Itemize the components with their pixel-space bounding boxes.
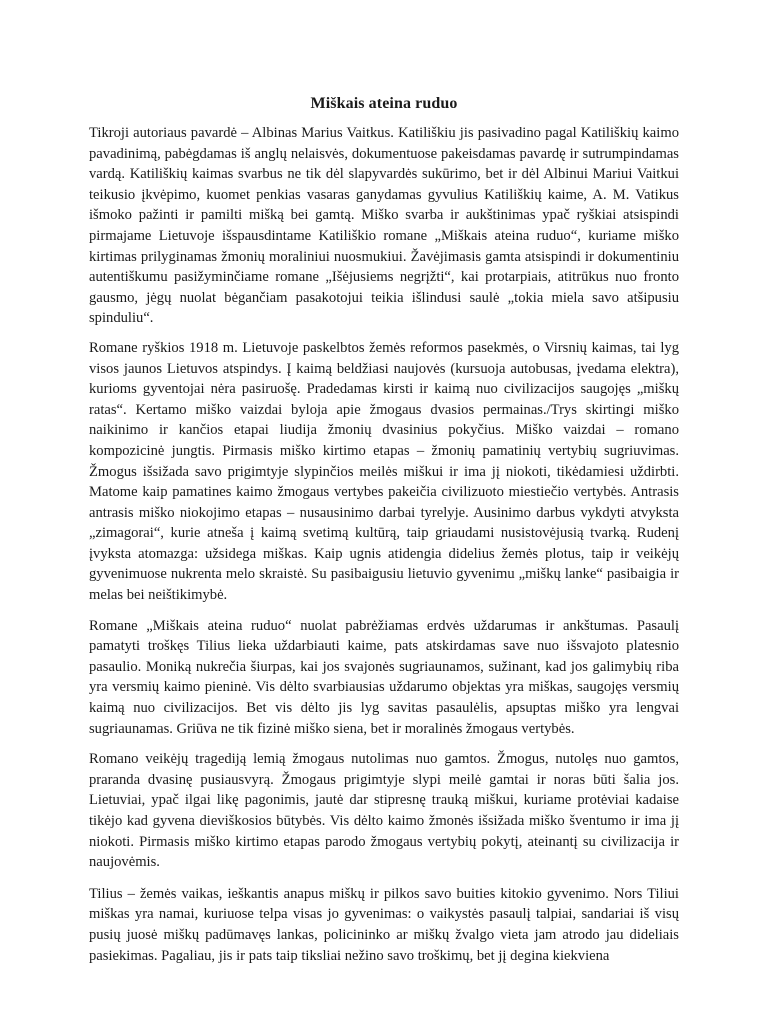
paragraph-4: Romano veikėjų tragediją lemią žmogaus nutolimas nuo gamtos. Žmogus, nutolęs nuo gamtos, praranda dvasinę pusiausvyrą. Žmogaus prigimtyje slypi meilė gamtai ir noras būti šalia jos. Lietuviai, ypač ilgai likę pagonimis, jautė dar stipresnę trauką miškui, kuriame protėviai kadaise tikėjo kad gyvena dieviškosios būtybės. Vis dėlto kaimo žmonės išsižada miško šventumo ir ima jį niokoti. Pirmasis miško kirtimo etapas parodo žmogaus vertybių pokytį, ateinantį su civilizacija ir naujovėmis. [89, 751, 679, 871]
paragraph-1: Tikroji autoriaus pavardė – Albinas Marius Vaitkus. Katiliškiu jis pasivadino pagal Katiliškių kaimo pavadinimą, pabėgdamas iš anglų nelaisvės, dokumentuose pakeisdamas pavardę ir sutrumpindamas vardą. Katiliškių kaimas svarbus ne tik dėl slapyvardės sukūrimo, bet ir dėl Albinui Mariui Vaitkui teikusio įkvėpimo, kuomet penkias vasaras ganydamas gyvulius Katiliškių kaime, A. M. Vatikus išmoko pažinti ir pamilti mišką bei gamtą. Miško svarba ir aukštinimas ypač ryškiai atsispindi pirmajame Lietuvoje išspausdintame Katiliškio romane „Miškais ateina ruduo“, kuriame miško kirtimas prilyginamas žmonių moraliniui nuosmukiui. Žavėjimasis gamta atsispindi ir dokumentiniu autentiškumu pasižyminčiame romane „Išėjusiems negrįžti“, kai protarpiais, atitrūkus nuo fronto gausmo, jėgų nuolat bėgančiam pasakotojui teikia išlindusi saulė „tokia miela savo atšipusiu spinduliu“. [89, 125, 679, 327]
paragraph-3: Romane „Miškais ateina ruduo“ nuolat pabrėžiamas erdvės uždarumas ir ankštumas. Pasaulį pamatyti troškęs Tilius lieka uždarbiauti kaime, pats atskirdamas save nuo išsvajoto platesnio pasaulio. Moniką nukrečia šiurpas, kai jos svajonės sugriaunamos, sužinant, kad jos galimybių riba yra versmių kaimo pieninė. Vis dėlto svarbiausias uždarumo objektas yra miškas, saugojęs versmių kaimą nuo civilizacijos. Bet vis dėlto jis lyg savitas pasaulėlis, apsuptas miško yra lengvai sugriaunamas. Griūva ne tik fizinė miško siena, bet ir moralinės žmogaus vertybės. [89, 617, 679, 737]
paragraph-5: Tilius – žemės vaikas, ieškantis anapus miškų ir pilkos savo buities kitokio gyvenimo. Nors Tiliui miškas yra namai, kuriuose telpa visas jo gyvenimas: o vaikystės pasaulį talpiai, sandariai iš visų pusių juosė miškų padūmavęs lankas, policininko ar miškų žvalgo vieta jam atrodo jau dideliais pasiekimas. Pagaliau, jis ir pats taip tiksliai nežino savo troškimų, bet jį degina kiekviena [89, 885, 679, 964]
document-title: Miškais ateina ruduo [310, 95, 458, 112]
paragraph-2: Romane ryškios 1918 m. Lietuvoje paskelbtos žemės reformos pasekmės, o Virsnių kaimas, tai lyg visos jaunos Lietuvos atspindys. Į kaimą beldžiasi naujovės (kursuoja autobusas, įvedama elektra), kurioms gyventojai nėra pasiruošę. Pradedamas kirsti ir kaimą nuo civilizacijos saugojęs „miškų ratas“. Kertamo miško vaizdai byloja apie žmogaus dvasios permainas./Trys skirtingi miško naikinimo ir kančios etapai liudija žmonių dvasinius pokyčius. Miško vaizdai – romano kompozicinė jungtis. Pirmasis miško kirtimo etapas – žmonių pamatinių vertybių sugriuvimas. Žmogus išsižada savo prigimtyje slypinčios meilės miškui ir ima jį niokoti, tikėdamiesi uždirbti. Matome kaip pamatines kaimo žmogaus vertybes pakeičia civilizuoto miestiečio vertybės. Antrasis antrasis miško niokojimo etapas – nusausinimo darbai tyrelyje. Ausinimo darbus vykdyti atvyksta „zimagorai“, kurie atneša į kaimą svetimą kultūrą, taip griaudami nusistovėjusią tvarką. Rudenį įvyksta atomazga: užsidega miškas. Kaip ugnis atidengia didelius žemės plotus, taip ir veikėjų gyvenimuose nukrenta melo skraistė. Su pasibaigusiu lietuvio gyvenimu „miškų lanke“ pasibaigia ir melas bei neištikimybė. [89, 339, 679, 604]
document-page [89, 0, 679, 966]
